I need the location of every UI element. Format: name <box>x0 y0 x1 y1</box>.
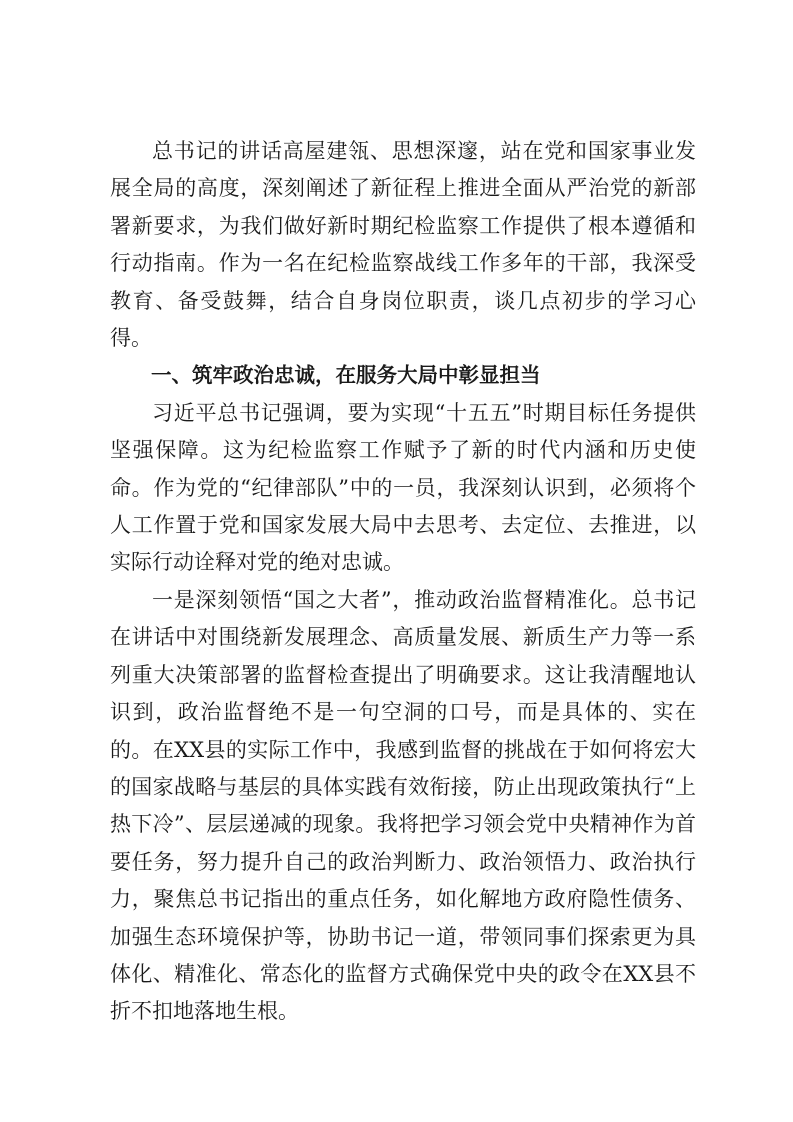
intro-paragraph: 总书记的讲话高屋建瓴、思想深邃，站在党和国家事业发展全局的高度，深刻阐述了新征程上推进全面从严治党的新部署新要求，为我们做好新时期纪检监察工作提供了根本遵循和行动指南。作为一名在纪检监察战线工作多年的干部，我深受教育、备受鼓舞，结合自身岗位职责，谈几点初步的学习心得。 <box>110 139 696 351</box>
section-intro-paragraph: 习近平总书记强调，要为实现“十五五”时期目标任务提供坚强保障。这为纪检监察工作赋予了新的时代内涵和历史使命。作为党的“纪律部队”中的一员，我深刻认识到，必须将个人工作置于党和国家发展大局中去思考、去定位、去推进，以实际行动诠释对党的绝对忠诚。 <box>110 400 696 575</box>
document-body <box>110 133 696 1031</box>
point-one-paragraph: 一是深刻领悟“国之大者”，推动政治监督精准化。总书记在讲话中对围绕新发展理念、高质量发展、新质生产力等一系列重大决策部署的监督检查提出了明确要求。这让我清醒地认识到，政治监督绝不是一句空洞的口号，而是具体的、实在的。在XX县的实际工作中，我感到监督的挑战在于如何将宏大的国家战略与基层的具体实践有效衔接，防止出现政策执行“上热下冷”、层层递减的现象。我将把学习领会党中央精神作为首要任务，努力提升自己的政治判断力、政治领悟力、政治执行力，聚焦总书记指出的重点任务，如化解地方政府隐性债务、加强生态环境保护等，协助书记一道，带领同事们探索更为具体化、精准化、常态化的监督方式确保党中央的政令在XX县不折不扣地落地生根。 <box>110 587 696 1024</box>
section-heading: 一、筑牢政治忠诚，在服务大局中彰显担当 <box>151 363 541 388</box>
